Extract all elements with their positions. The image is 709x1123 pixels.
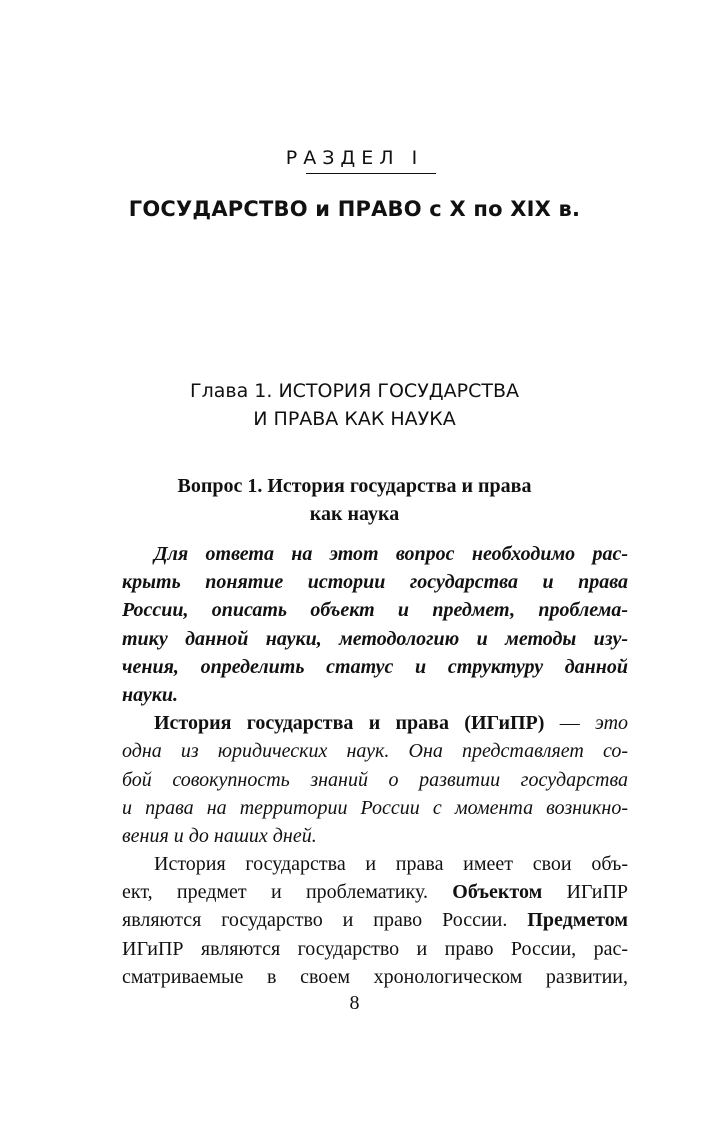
paragraph-3-text: ект, предмет и проблематику. — [122, 881, 453, 904]
body-text — [122, 540, 628, 991]
paragraph-3-line: ИГиПР являются государство и право России, рас- — [122, 937, 628, 960]
paragraph-2-line — [122, 709, 628, 737]
definition-dash: — — [544, 712, 596, 735]
paragraph-2-line: бой совокупность знаний о развитии государства — [122, 768, 628, 791]
paragraph-2-line: вения и до наших дней. — [122, 824, 317, 847]
paragraph-1-line: Для ответа на этот вопрос необходимо рас- — [154, 543, 628, 565]
paragraph-1-line: России, описать объект и предмет, проблема- — [122, 599, 628, 622]
page-number: 8 — [349, 992, 360, 1014]
question-title — [0, 472, 709, 528]
paragraph-1-line: тику данной науки, методологию и методы изу- — [122, 627, 628, 650]
section-label: РАЗДЕЛ I — [285, 147, 424, 169]
section-underline — [306, 173, 436, 174]
paragraph-1-line: крыть понятие истории государства и права — [122, 571, 628, 594]
chapter-title-line-1: Глава 1. ИСТОРИЯ ГОСУДАРСТВА — [190, 380, 519, 402]
paragraph-3-text: ИГиПР — [542, 881, 629, 904]
chapter-title — [0, 377, 709, 433]
definition-term: История государства и права (ИГиПР) — [154, 712, 545, 735]
question-title-line-2: как наука — [309, 503, 400, 525]
paragraph-1-line: науки. — [122, 683, 178, 706]
paragraph-3-text: являются государство и право России. — [122, 909, 528, 932]
paragraph-3-line: сматриваемые в своем хронологическом развитии, — [122, 965, 628, 988]
paragraph-3-line — [122, 878, 628, 906]
section-title: ГОСУДАРСТВО и ПРАВО с X по XIX в. — [128, 197, 581, 221]
subject-term: Предметом — [527, 909, 628, 932]
object-term: Объектом — [452, 881, 543, 904]
paragraph-3-line — [122, 906, 628, 934]
paragraph-2-line: одна из юридических наук. Она представляет со- — [122, 740, 628, 763]
chapter-title-line-2: И ПРАВА КАК НАУКА — [253, 408, 456, 430]
definition-start: это — [595, 712, 629, 735]
paragraph-2-line: и права на территории России с момента возникно- — [122, 796, 628, 819]
question-title-line-1: Вопрос 1. История государства и права — [177, 475, 532, 497]
paragraph-3-line: История государства и права имеет свои объ- — [154, 853, 628, 876]
paragraph-1-line: чения, определить статус и структуру данной — [122, 655, 628, 678]
